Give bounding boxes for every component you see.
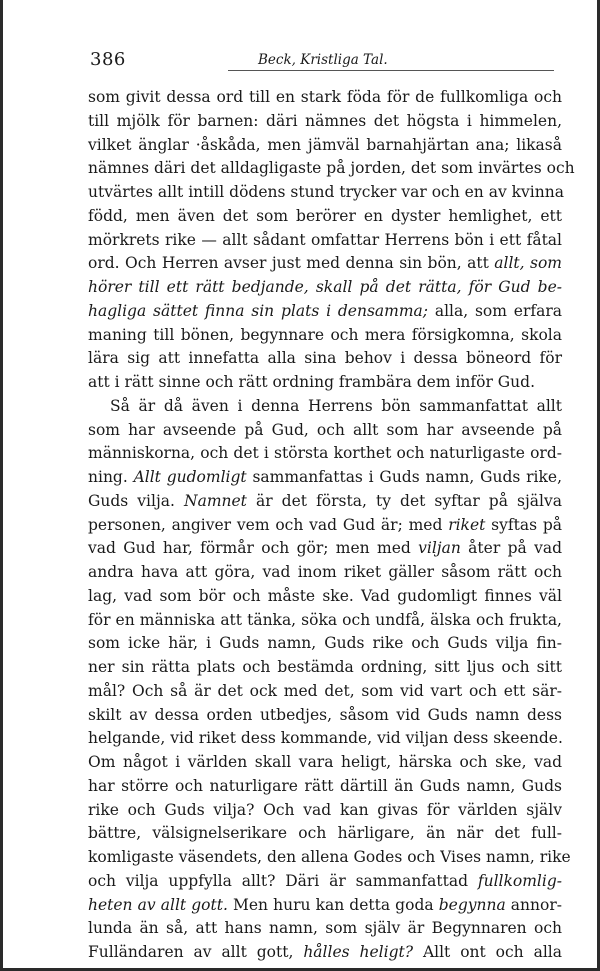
text-line [88,799,562,823]
text-segment: människorna, och det i största korthet och naturligaste ord- [88,444,562,463]
text-line [88,490,562,514]
text-line [88,894,562,918]
text-segment: som givit dessa ord till en stark föda för de fullkomliga och [88,88,562,106]
text-segment: alla, som erfara [428,301,562,320]
text-segment: utvärtes allt intill dödens stund trycker var och en av kvinna [88,183,564,201]
text-line [88,442,562,466]
text-line [88,324,562,348]
text-line [88,514,562,538]
text-segment: född, men även det som berörer en dyster hemlighet, ett [88,206,562,225]
text-segment: mål? Och så är det ock med det, som vid vart och ett sär- [88,681,562,700]
text-line [88,609,562,633]
text-segment: mörkrets rike — allt sådant omfattar Herrens bön i ett fåtal [88,230,562,249]
text-line [88,870,562,894]
text-segment: sammanfattas i Guds namn, Guds rike, [246,468,563,486]
text-line [88,347,562,371]
text-line [88,656,562,680]
text-segment: Om något i världen skall vara heligt, härska och ske, vad [88,753,562,771]
text-segment: och vilja uppfylla allt? Däri är sammanfattad [88,871,478,890]
text-segment: lag, vad som bör och måste ske. Vad gudomligt finnes väl [88,586,562,605]
text-segment: annor- [505,895,562,914]
text-segment: vilket änglar ·åskåda, men jämväl barnahjärtan ana; likaså [88,135,562,154]
text-line [88,846,571,870]
text-line [88,561,562,585]
text-segment: helgande, vid riket dess kommande, vid viljan dess skeende. [88,729,563,748]
text-segment: lunda än så, att hans namn, som själv är Begynnaren och [88,919,562,938]
italic-text: Allt gudomligt [133,468,247,486]
text-segment: att i rätt sinne och rätt ordning frambära dem inför Gud. [88,373,536,391]
text-line [88,157,575,181]
text-segment: syftas på [485,515,562,534]
text-segment: Men huru kan detta goda [227,895,439,914]
text-line [88,86,562,110]
italic-text: heten av allt gott. [88,895,228,914]
text-segment: personen, angiver vem och vad Gud är; med [88,515,449,534]
text-segment: för en människa att tänka, söka och undfå, älska och frukta, [88,610,562,629]
italic-text: begynna [438,895,506,914]
text-line [88,395,562,419]
text-segment: är det första, ty det syftar på själva [246,491,562,510]
text-segment: maning till bönen, begynnare och mera försigkomna, skola [88,325,562,344]
text-segment: nämnes däri det alldagligaste på jorden, det som invärtes och [88,159,575,178]
text-segment: som icke här, i Guds namn, Guds rike och Guds vilja fin- [88,634,562,653]
text-line [88,751,562,775]
text-segment: andra hava att göra, vad inom riket gäller såsom rätt och [88,563,562,581]
text-line [88,775,562,799]
text-segment: bättre, välsignelserikare och härligare, än när det full- [88,824,562,843]
text-segment: Guds vilja. [88,491,185,510]
italic-text: hålles heligt? [303,943,414,961]
header-rule [228,70,554,71]
page-edge-left [0,0,3,971]
italic-text: allt, som [494,254,562,273]
text-line [88,205,562,229]
text-line [88,181,562,205]
text-line [88,632,562,656]
text-segment: Så är då även i denna Herrens bön sammanfattat allt [110,396,562,415]
text-line [88,419,562,443]
text-segment: lära sig att innefatta alla sina behov i dessa böneord för [88,349,562,368]
text-line [88,704,562,728]
italic-text: fullkomlig- [477,871,562,890]
text-segment: ning. [88,468,134,486]
text-segment: rike och Guds vilja? Och vad kan givas för världen själv [88,800,562,819]
text-line [88,371,562,395]
text-segment: till mjölk för barnen: däri nämnes det högsta i himmelen, [88,111,562,130]
text-line [88,300,562,324]
text-segment: har större och naturligare rätt därtill än Guds namn, Guds [88,776,562,795]
text-line [88,680,562,704]
text-segment: ord. Och Herren avser just med denna sin bön, att [88,254,495,273]
text-segment: ner sin rätta plats och bestämda ordning, sitt ljus och sitt [88,658,562,676]
text-segment: komligaste väsendets, den allena Godes och Vises namn, rike [88,848,571,866]
text-line [88,252,562,276]
text-line [88,134,562,158]
italic-text: hagliga sättet finna sin plats i densamma; [88,301,429,320]
running-head [90,49,562,71]
text-line [88,822,562,846]
text-segment: Allt ont och alla [413,943,562,961]
text-segment: skilt av dessa orden utbedjes, såsom vid Guds namn dess [88,705,562,724]
text-line [88,110,562,134]
page-number: 386 [90,49,126,70]
text-line [88,727,562,751]
italic-text: Namnet [184,491,247,510]
text-line [88,229,562,253]
text-line [88,466,562,490]
text-segment: som har avseende på Gud, och allt som har avseende på [88,420,562,439]
italic-text: hörer till ett rätt bedjande, skall på det rätta, för Gud be- [88,278,562,296]
italic-text: viljan [418,539,461,558]
text-segment: Fulländaren av allt gott, [88,943,304,961]
text-line [88,917,562,941]
text-line [88,276,562,300]
body-text [88,86,575,965]
running-title: Beck, Kristliga Tal. [258,52,388,68]
text-segment: åter på vad [460,539,562,558]
text-line [88,537,562,561]
text-segment: vad Gud har, förmår och gör; men med [88,539,419,558]
text-line [88,941,562,965]
text-line [88,585,562,609]
italic-text: riket [448,515,486,534]
